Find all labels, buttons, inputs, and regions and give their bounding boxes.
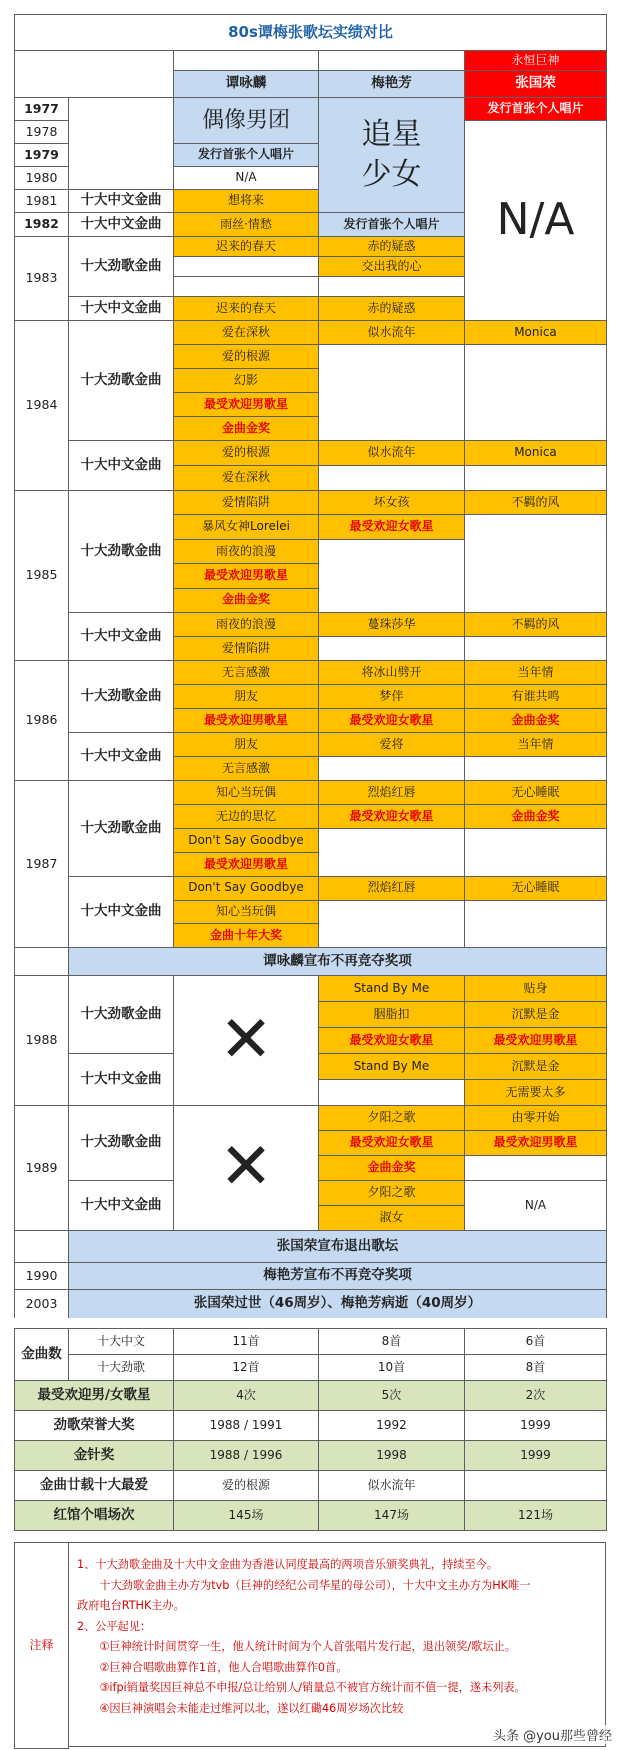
stat-value: 4次: [173, 1380, 319, 1411]
na-cell: N/A: [173, 166, 319, 190]
songs-count-label: 金曲数: [14, 1328, 69, 1381]
award-label: 十大劲歌金曲: [68, 1105, 174, 1181]
leslie-na: N/A: [464, 120, 607, 321]
corner-cell: [14, 50, 174, 98]
note-line: 十大劲歌金曲主办方为tvb（巨神的经纪公司华星的母公司），十大中文主办方为HK唯一: [77, 1578, 531, 1592]
song-entry: Monica: [464, 440, 607, 466]
song-entry: 不羁的风: [464, 612, 607, 637]
empty-cell: [173, 276, 319, 297]
award-label: 十大中文金曲: [68, 440, 174, 491]
stat-value: 2次: [464, 1380, 607, 1411]
song-entry: Don't Say Goodbye: [173, 876, 319, 901]
song-entry: 爱的根源: [173, 344, 319, 369]
song-entry: 无心睡眠: [464, 780, 607, 805]
song-entry: 爱的根源: [173, 440, 319, 466]
song-entry: 似水流年: [318, 440, 465, 466]
award-label: 十大劲歌金曲: [68, 490, 174, 613]
empty-cell: [68, 97, 174, 190]
award-label: 十大中文金曲: [68, 1053, 174, 1106]
singer-header-anita: 梅艳芳: [318, 70, 465, 98]
award-entry: 金曲十年大奖: [173, 923, 319, 948]
stat-value: 121场: [464, 1500, 607, 1531]
stat-value: 5次: [318, 1380, 465, 1411]
song-entry: 朋友: [173, 684, 319, 709]
year-label: 1982: [14, 212, 69, 237]
song-entry: 知心当玩偶: [173, 900, 319, 925]
award-label: 十大劲歌金曲: [68, 780, 174, 877]
year-label: 1989: [14, 1105, 69, 1231]
note-line: 政府电台RTHK主办。: [77, 1599, 185, 1612]
stat-value: 145场: [173, 1500, 319, 1531]
empty-cell: [464, 465, 607, 491]
song-entry: 赤的疑惑: [318, 236, 465, 257]
song-entry: 暴风女神Lorelei: [173, 514, 319, 539]
anita-quit-banner: 梅艳芳宣布不再竞夺奖项: [68, 1262, 607, 1290]
year-label: 1985: [14, 490, 69, 661]
award-label: 十大中文金曲: [68, 732, 174, 781]
award-entry: 最受欢迎男歌星: [173, 708, 319, 733]
song-entry: 当年情: [464, 732, 607, 757]
stat-value: 8首: [318, 1328, 465, 1355]
stat-value: 1999: [464, 1410, 607, 1441]
song-entry: 淑女: [318, 1205, 465, 1231]
empty-cell: [14, 947, 69, 976]
tam-idol-band: 偶像男团: [173, 97, 319, 144]
stat-value: 147场: [318, 1500, 465, 1531]
award-entry: 最受欢迎女歌星: [318, 1027, 465, 1054]
song-entry: 雨丝·情愁: [173, 212, 319, 237]
song-entry: 有谁共鸣: [464, 684, 607, 709]
song-entry: 爱在深秋: [173, 465, 319, 491]
year-label: 1986: [14, 660, 69, 781]
song-entry: 梦伴: [318, 684, 465, 709]
empty-cell: [464, 344, 607, 441]
song-entry: 坏女孩: [318, 490, 465, 515]
song-entry: Monica: [464, 320, 607, 345]
year-label: 1987: [14, 780, 69, 948]
stat-value: 1998: [318, 1440, 465, 1471]
song-entry: 交出我的心: [318, 256, 465, 277]
tam-absent-cross-icon: ✕: [173, 1105, 319, 1231]
empty-cell: [14, 1230, 69, 1263]
song-entry: Don't Say Goodbye: [173, 828, 319, 853]
tam-absent-cross-icon: ✕: [173, 975, 319, 1106]
song-entry: 爱将: [318, 732, 465, 757]
stat-value: 6首: [464, 1328, 607, 1355]
leslie-quit-banner: 张国荣宣布退出歌坛: [68, 1230, 607, 1263]
leslie-first-album: 发行首张个人唱片: [464, 97, 607, 121]
empty-cell: [464, 900, 607, 948]
song-entry: 爱情陷阱: [173, 636, 319, 661]
header-spacer: [173, 50, 319, 71]
song-entry: 朋友: [173, 732, 319, 757]
award-entry: 最受欢迎男歌星: [464, 1130, 607, 1156]
award-entry: 最受欢迎男歌星: [173, 852, 319, 877]
empty-cell: [464, 1155, 607, 1181]
song-entry: 爱在深秋: [173, 320, 319, 345]
song-entry: 将冰山劈开: [318, 660, 465, 685]
year-label: 1979: [14, 143, 69, 167]
song-entry: 无边的思忆: [173, 804, 319, 829]
stat-value: 11首: [173, 1328, 319, 1355]
stat-row-label: 金曲廿载十大最爱: [14, 1470, 174, 1501]
award-entry: 最受欢迎女歌星: [318, 804, 465, 829]
stat-value: 1988 / 1996: [173, 1440, 319, 1471]
stat-value: 8首: [464, 1354, 607, 1381]
stat-value: 1988 / 1991: [173, 1410, 319, 1441]
award-label: 十大中文金曲: [68, 296, 174, 321]
note-line: ①巨神统计时间贯穿一生，他人统计时间为个人首张唱片发行起，退出领奖/歌坛止。: [77, 1640, 516, 1653]
award-entry: 金曲金奖: [318, 1155, 465, 1181]
song-entry: 幻影: [173, 368, 319, 393]
anita-first-album: 发行首张个人唱片: [318, 212, 465, 237]
notes-body: [68, 1542, 606, 1747]
note-line: ④因巨神演唱会未能走过维河以北，遂以红磡46周岁场次比较: [77, 1701, 404, 1715]
stat-value: 1992: [318, 1410, 465, 1441]
year-label: 1980: [14, 166, 69, 190]
award-entry: 最受欢迎女歌星: [318, 514, 465, 539]
song-entry: 夕阳之歌: [318, 1105, 465, 1131]
song-entry: 赤的疑惑: [318, 296, 465, 321]
empty-cell: [464, 636, 607, 661]
stat-sub-label: 十大劲歌: [68, 1354, 174, 1381]
award-label: 十大中文金曲: [68, 876, 174, 948]
singer-header-leslie: 张国荣: [464, 70, 607, 98]
song-entry: 胭脂扣: [318, 1001, 465, 1028]
empty-cell: [318, 344, 465, 441]
empty-cell: [318, 276, 465, 297]
stat-value: 似水流年: [318, 1470, 465, 1501]
song-entry: 蔓珠莎华: [318, 612, 465, 637]
singer-header-tam: 谭咏麟: [173, 70, 319, 98]
award-label: 十大中文金曲: [68, 212, 174, 237]
stat-value: 10首: [318, 1354, 465, 1381]
award-label: 十大劲歌金曲: [68, 660, 174, 733]
award-entry: 金曲金奖: [464, 804, 607, 829]
award-entry: 最受欢迎男歌星: [464, 1027, 607, 1054]
stat-sub-label: 十大中文: [68, 1328, 174, 1355]
song-entry: 无言感激: [173, 756, 319, 781]
anita-fan-label: 追星少女: [318, 97, 465, 213]
year-label: 1983: [14, 236, 69, 321]
song-entry: 烈焰红唇: [318, 780, 465, 805]
note-line: ②巨神合唱歌曲算作1首，他人合唱歌曲算作0首。: [77, 1660, 348, 1674]
stat-row-label: 红馆个唱场次: [14, 1500, 174, 1531]
empty-cell: [318, 756, 465, 781]
award-entry: 金曲金奖: [173, 588, 319, 613]
stat-row-label: 劲歌荣誉大奖: [14, 1410, 174, 1441]
song-entry: 沉默是金: [464, 1001, 607, 1028]
empty-cell: [318, 539, 465, 613]
song-entry: 烈焰红唇: [318, 876, 465, 901]
eternal-badge: 永恒巨神: [464, 50, 607, 71]
year-label: 1981: [14, 189, 69, 213]
year-label: 1978: [14, 120, 69, 144]
award-entry: 最受欢迎女歌星: [318, 708, 465, 733]
empty-cell: [464, 828, 607, 877]
award-label: 十大劲歌金曲: [68, 975, 174, 1054]
song-entry: 无言感激: [173, 660, 319, 685]
award-entry: 最受欢迎男歌星: [173, 563, 319, 588]
notes-label: 注释: [14, 1542, 69, 1749]
award-entry: 金曲金奖: [173, 416, 319, 441]
page-title: 80s谭梅张歌坛实绩对比: [14, 14, 607, 51]
song-entry: 无心睡眠: [464, 876, 607, 901]
song-entry: 雨夜的浪漫: [173, 612, 319, 637]
award-label: 十大中文金曲: [68, 189, 174, 213]
song-entry: Stand By Me: [318, 1053, 465, 1080]
stat-row-label: 最受欢迎男/女歌星: [14, 1380, 174, 1411]
tam-first-album: 发行首张个人唱片: [173, 143, 319, 167]
stat-value: 爱的根源: [173, 1470, 319, 1501]
award-entry: 最受欢迎男歌星: [173, 392, 319, 417]
stat-value: 12首: [173, 1354, 319, 1381]
song-entry: 迟来的春天: [173, 236, 319, 257]
award-label: 十大中文金曲: [68, 612, 174, 661]
song-entry: 当年情: [464, 660, 607, 685]
award-label: 十大劲歌金曲: [68, 320, 174, 441]
stat-row-label: 金针奖: [14, 1440, 174, 1471]
tam-quit-banner: 谭咏麟宣布不再竞夺奖项: [68, 947, 607, 976]
note-line: 2、公平起见：: [77, 1619, 152, 1633]
year-label: 1988: [14, 975, 69, 1106]
death-note-banner: 张国荣过世（46周岁）、梅艳芳病逝（40周岁）: [68, 1289, 607, 1319]
song-entry: 夕阳之歌: [318, 1180, 465, 1206]
empty-cell: [464, 756, 607, 781]
year-label: 2003: [14, 1289, 69, 1319]
song-entry: 雨夜的浪漫: [173, 539, 319, 564]
award-label: 十大劲歌金曲: [68, 236, 174, 297]
empty-cell: [318, 900, 465, 948]
stat-value: 1999: [464, 1440, 607, 1471]
empty-cell: [173, 256, 319, 277]
award-label: 十大中文金曲: [68, 1180, 174, 1231]
year-label: 1990: [14, 1262, 69, 1290]
song-entry: 沉默是金: [464, 1053, 607, 1080]
song-entry: 知心当玩偶: [173, 780, 319, 805]
song-entry: 似水流年: [318, 320, 465, 345]
song-entry: 贴身: [464, 975, 607, 1002]
empty-cell: [464, 1470, 607, 1501]
note-line: ③ifpi销量奖因巨神总不申报/总让给别人/销量总不被官方统计而不值一提，遂未列表。: [77, 1681, 526, 1694]
watermark: 头条 @you那些曾经: [493, 1725, 612, 1744]
empty-cell: [318, 828, 465, 877]
year-label: 1984: [14, 320, 69, 491]
empty-cell: [318, 636, 465, 661]
header-spacer: [318, 50, 465, 71]
song-entry: 不羁的风: [464, 490, 607, 515]
year-label: 1977: [14, 97, 69, 121]
song-entry: 无需要太多: [464, 1079, 607, 1106]
na-cell: N/A: [464, 1180, 607, 1231]
song-entry: 由零开始: [464, 1105, 607, 1131]
note-line: 1、十大劲歌金曲及十大中文金曲为香港认同度最高的两项音乐颁奖典礼，持续至今。: [77, 1558, 499, 1571]
award-entry: 最受欢迎女歌星: [318, 1130, 465, 1156]
song-entry: 想将来: [173, 189, 319, 213]
empty-cell: [464, 514, 607, 613]
song-entry: 迟来的春天: [173, 296, 319, 321]
empty-cell: [318, 465, 465, 491]
award-entry: 金曲金奖: [464, 708, 607, 733]
song-entry: 爱情陷阱: [173, 490, 319, 515]
song-entry: Stand By Me: [318, 975, 465, 1002]
empty-cell: [318, 1079, 465, 1106]
